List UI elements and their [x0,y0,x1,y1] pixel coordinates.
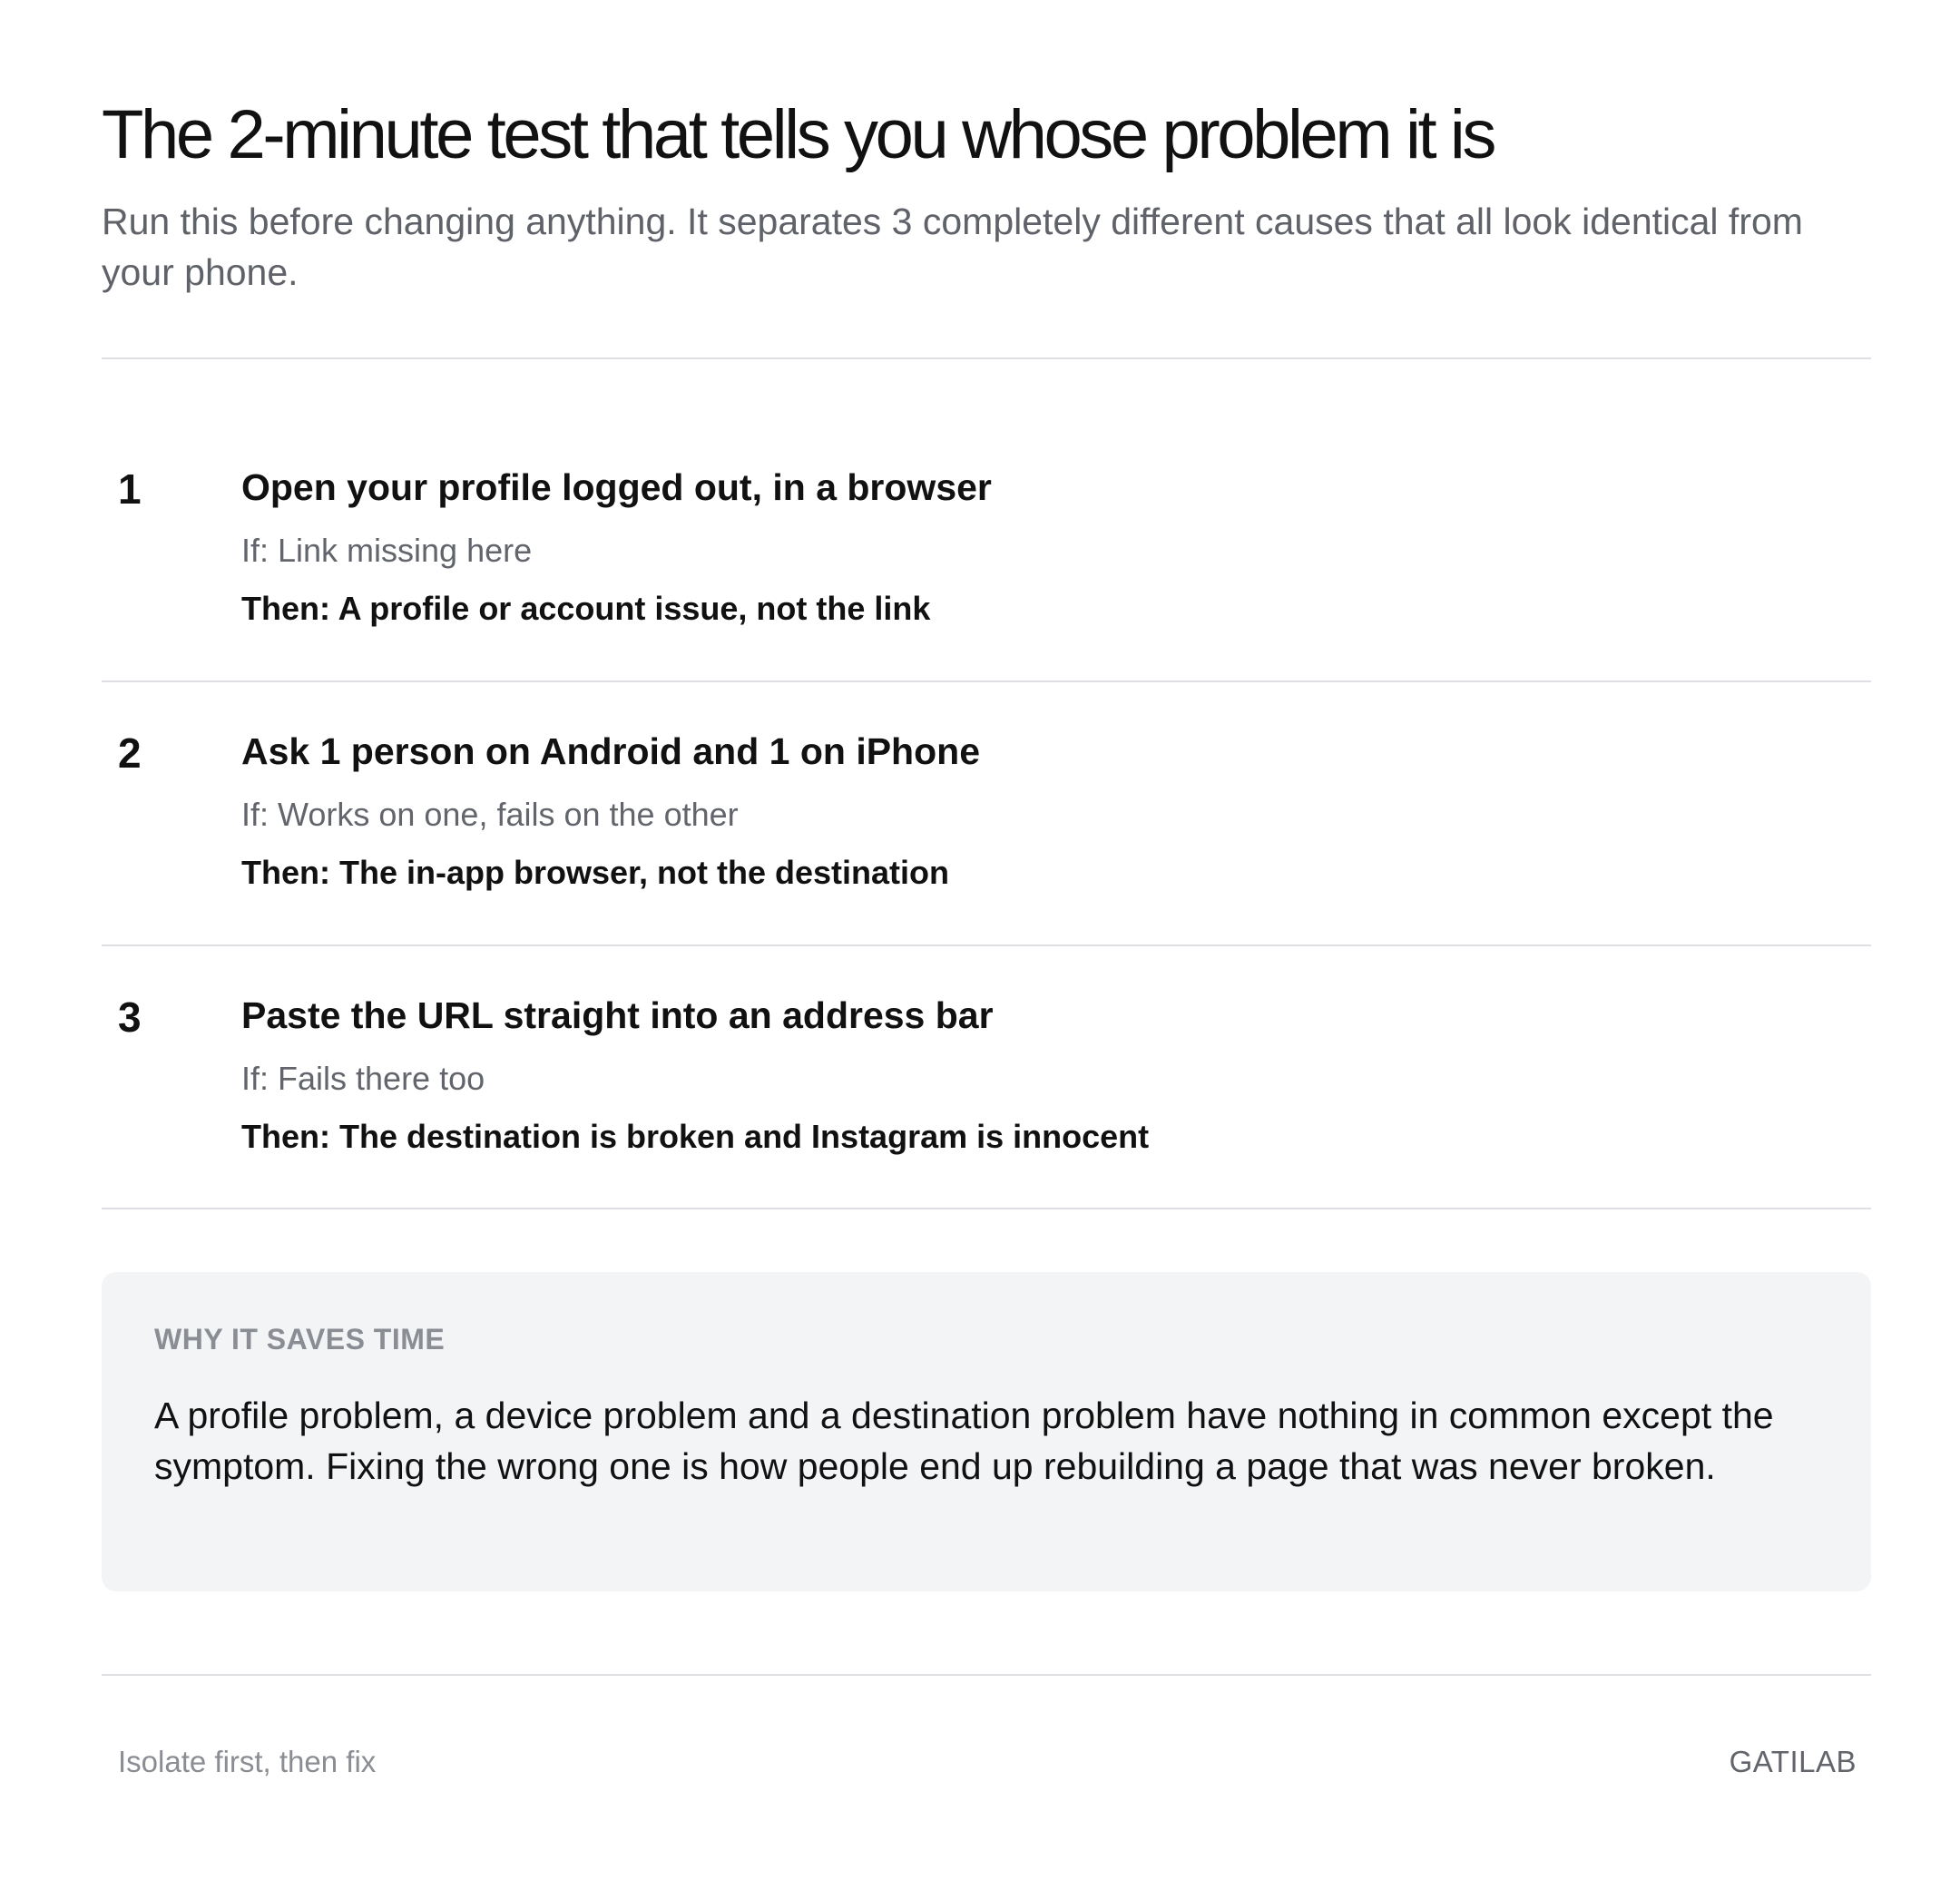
step-title: Ask 1 person on Android and 1 on iPhone [241,730,980,772]
callout-label: WHY IT SAVES TIME [154,1323,446,1356]
step-condition: If: Works on one, fails on the other [241,796,739,833]
why-it-saves-time-callout [102,1272,1871,1591]
step-divider [102,944,1871,946]
step-condition: If: Link missing here [241,532,533,569]
footer-tagline: Isolate first, then fix [118,1745,377,1778]
steps-end-divider [102,1208,1871,1209]
step-2 [102,728,1871,991]
step-number: 1 [118,465,142,513]
step-result: Then: The in-app browser, not the destination [241,854,950,891]
step-result: Then: The destination is broken and Instagram is innocent [241,1118,1150,1155]
footer-divider [102,1674,1871,1676]
step-number: 3 [118,993,142,1041]
callout-body: A profile problem, a device problem and a destination problem have nothing in common except the symptom. Fixing the wrong one is how people end up rebuilding a page that was never broken. [154,1395,1774,1487]
footer-brand: GATILAB [1729,1745,1857,1778]
step-condition: If: Fails there too [241,1060,485,1097]
page-title: The 2-minute test that tells you whose problem it is [102,96,1494,173]
step-title: Paste the URL straight into an address bar [241,994,994,1036]
step-title: Open your profile logged out, in a browser [241,466,992,508]
header-divider [102,357,1871,359]
page-subtitle: Run this before changing anything. It separates 3 completely different causes that all look identical from your phone. [102,201,1803,293]
step-3 [102,992,1871,1255]
step-divider [102,680,1871,682]
step-1 [102,464,1871,727]
step-number: 2 [118,729,142,777]
step-result: Then: A profile or account issue, not the link [241,590,931,627]
